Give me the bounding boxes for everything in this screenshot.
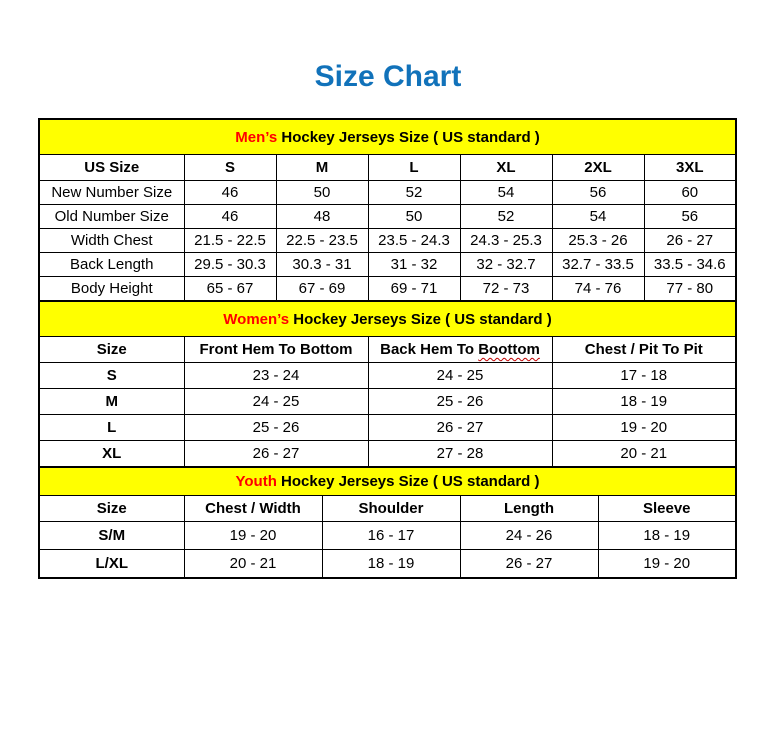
column-header: Sleeve [598,496,736,522]
row-label: S [39,363,184,389]
size-value: 54 [460,181,552,205]
size-value: 50 [368,205,460,229]
size-value: 60 [644,181,736,205]
women-data-row [39,389,736,415]
column-header: Chest / Width [184,496,322,522]
size-value: 26 - 27 [644,229,736,253]
size-value: 18 - 19 [598,522,736,550]
size-value: 22.5 - 23.5 [276,229,368,253]
size-value: 32.7 - 33.5 [552,253,644,277]
size-value: 26 - 27 [368,415,552,441]
women-data-row [39,415,736,441]
youth-section-band [39,467,736,496]
row-label: S/M [39,522,184,550]
size-value: 50 [276,181,368,205]
size-value: 27 - 28 [368,441,552,468]
men-header-row [39,155,736,181]
womens-band-accent-label: Women’s [223,310,290,328]
column-header: Size [39,496,184,522]
size-value: 52 [460,205,552,229]
size-value: 25 - 26 [368,389,552,415]
size-value: 32 - 32.7 [460,253,552,277]
size-value: 17 - 18 [552,363,736,389]
mens-section-band [39,119,736,155]
youth-header-row [39,496,736,522]
size-value: 18 - 19 [552,389,736,415]
column-header: Front Hem To Bottom [184,337,368,363]
youth-band-label: Hockey Jerseys Size ( US standard ) [276,473,540,490]
column-header: Size [39,337,184,363]
size-value: 33.5 - 34.6 [644,253,736,277]
size-value: 24.3 - 25.3 [460,229,552,253]
row-label: New Number Size [39,181,184,205]
column-header: 2XL [552,155,644,181]
womens-band-label: Hockey Jerseys Size ( US standard ) [289,310,552,328]
row-label: M [39,389,184,415]
size-value: 19 - 20 [552,415,736,441]
size-value: 24 - 25 [184,389,368,415]
size-value: 18 - 19 [322,550,460,579]
size-value: 19 - 20 [184,522,322,550]
men-data-row [39,205,736,229]
size-chart-tables [38,118,736,579]
men-data-row [39,253,736,277]
mens-size-table [38,118,737,302]
misspelled-word: Boottom [478,341,540,358]
men-data-row [39,229,736,253]
womens-section-band [39,301,736,337]
women-header-row [39,337,736,363]
youth-data-row [39,522,736,550]
column-header: Back Hem To Boottom [368,337,552,363]
row-label: L/XL [39,550,184,579]
size-value: 20 - 21 [552,441,736,468]
size-value: 24 - 25 [368,363,552,389]
size-value: 20 - 21 [184,550,322,579]
column-header: S [184,155,276,181]
size-value: 67 - 69 [276,277,368,302]
size-value: 72 - 73 [460,277,552,302]
size-value: 54 [552,205,644,229]
men-data-row [39,277,736,302]
row-label: Old Number Size [39,205,184,229]
size-value: 16 - 17 [322,522,460,550]
column-header: L [368,155,460,181]
mens-band-label: Hockey Jerseys Size ( US standard ) [277,128,540,146]
size-value: 19 - 20 [598,550,736,579]
women-data-row [39,363,736,389]
size-value: 65 - 67 [184,277,276,302]
row-label: Body Height [39,277,184,302]
size-value: 52 [368,181,460,205]
column-header: M [276,155,368,181]
youth-section-band-cell [39,467,736,496]
women-data-row [39,441,736,468]
size-value: 29.5 - 30.3 [184,253,276,277]
size-value: 77 - 80 [644,277,736,302]
size-value: 24 - 26 [460,522,598,550]
column-header: XL [460,155,552,181]
size-value: 69 - 71 [368,277,460,302]
column-header: Chest / Pit To Pit [552,337,736,363]
size-value: 23.5 - 24.3 [368,229,460,253]
column-header: Shoulder [322,496,460,522]
size-value: 23 - 24 [184,363,368,389]
size-value: 46 [184,181,276,205]
page-title: Size Chart [314,60,462,93]
column-header: Length [460,496,598,522]
size-value: 21.5 - 22.5 [184,229,276,253]
youth-size-table [38,466,737,579]
size-value: 26 - 27 [460,550,598,579]
size-value: 56 [552,181,644,205]
size-value: 48 [276,205,368,229]
size-value: 26 - 27 [184,441,368,468]
row-label: XL [39,441,184,468]
mens-band-accent-label: Men’s [235,128,278,146]
size-value: 74 - 76 [552,277,644,302]
size-value: 56 [644,205,736,229]
size-value: 25 - 26 [184,415,368,441]
mens-section-band-cell [39,119,736,155]
youth-data-row [39,550,736,579]
youth-band-accent-label: Youth [235,473,277,490]
womens-section-band-cell [39,301,736,337]
size-value: 30.3 - 31 [276,253,368,277]
row-label: L [39,415,184,441]
womens-size-table [38,300,737,468]
column-header: US Size [39,155,184,181]
row-label: Width Chest [39,229,184,253]
size-value: 31 - 32 [368,253,460,277]
column-header: 3XL [644,155,736,181]
size-value: 25.3 - 26 [552,229,644,253]
row-label: Back Length [39,253,184,277]
men-data-row [39,181,736,205]
size-value: 46 [184,205,276,229]
